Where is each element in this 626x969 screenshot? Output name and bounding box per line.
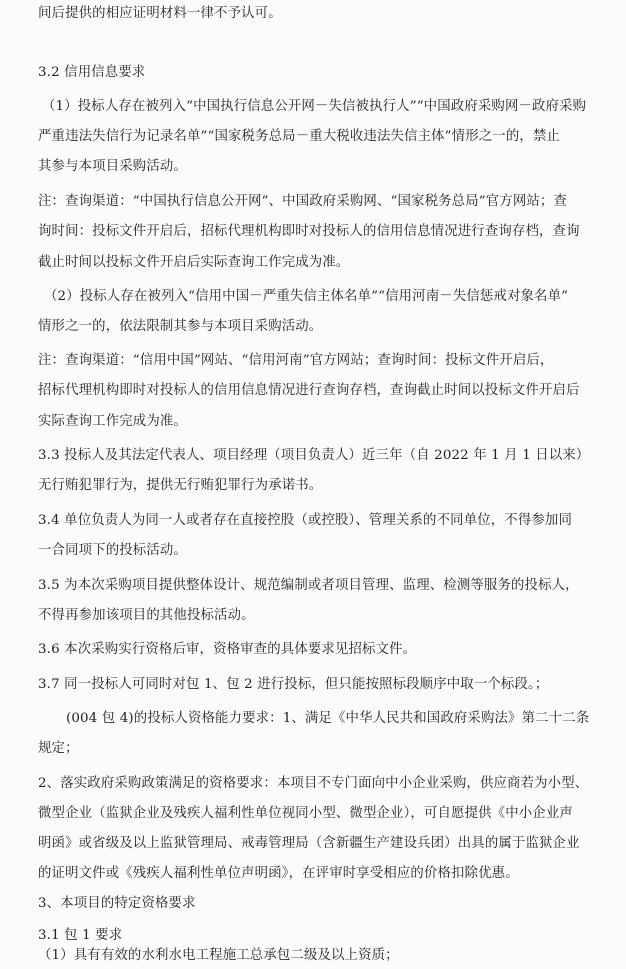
text-line: （1）具有有效的水利水电工程施工总承包二级及以上资质； (38, 948, 399, 963)
text-line: 的证明文件或《残疾人福利性单位声明函》，在评审时享受相应的价格扣除优惠。 (38, 866, 519, 881)
text-line: （1）投标人存在被列入“中国执行信息公开网－失信被执行人”“中国政府采购网－政府采购 (42, 99, 587, 114)
text-line: （2）投标人存在被列入“信用中国－严重失信主体名单”“信用河南－失信惩戒对象名单” (44, 289, 569, 304)
text-line: 注：查询渠道：“中国执行信息公开网”、中国政府采购网、“国家税务总局”官方网站；查 (38, 194, 567, 209)
text-line: 严重违法失信行为记录名单”“国家税务总局－重大税收违法失信主体”情形之一的，禁止 (38, 129, 560, 144)
text-line: 3.4 单位负责人为同一人或者存在直接控股（或控股）、管理关系的不同单位，不得参加同 (38, 513, 572, 528)
text-line: 情形之一的，依法限制其参与本项目采购活动。 (38, 319, 323, 334)
text-line: 间后提供的相应证明材料一律不予认可。 (38, 6, 282, 21)
text-line: 注：查询渠道：“信用中国”网站、“信用河南”官方网站；查询时间：投标文件开启后， (38, 353, 554, 368)
text-line: 一合同项下的投标活动。 (38, 543, 187, 558)
text-line: 询时间：投标文件开启后，招标代理机构即时对投标人的信用信息情况进行查询存档，查询 (38, 224, 580, 239)
text-line: 3.6 本次采购实行资格后审，资格审查的具体要求见招标文件。 (38, 642, 417, 657)
text-line: 招标代理机构即时对投标人的信用信息情况进行查询存档，查询截止时间以投标文件开启后 (38, 383, 580, 398)
text-line: (004 包 4)的投标人资格能力要求：1、满足《中华人民共和国政府采购法》第二十二条 (66, 711, 590, 726)
text-line: 规定； (38, 741, 79, 756)
text-line: 不得再参加该项目的其他投标活动。 (38, 608, 255, 623)
text-line: 其参与本项目采购活动。 (38, 159, 187, 174)
text-line: 3.1 包 1 要求 (38, 928, 123, 943)
text-line: 3.2 信用信息要求 (38, 65, 146, 80)
text-line: 无行贿犯罪行为，提供无行贿犯罪行为承诺书。 (38, 478, 323, 493)
text-line: 2、落实政府采购政策满足的资格要求：本项目不专门面向中小企业采购，供应商若为小型、 (38, 776, 589, 791)
text-line: 微型企业（监狱企业及残疾人福利性单位视同小型、微型企业），可自愿提供《中小企业声 (38, 806, 573, 821)
text-line: 截止时间以投标文件开启后实际查询工作完成为准。 (38, 255, 350, 270)
text-line: 3.5 为本次采购项目提供整体设计、规范编制或者项目管理、监理、检测等服务的投标人， (38, 578, 579, 593)
text-line: 实际查询工作完成为准。 (38, 414, 187, 429)
text-line: 明函》或省级及以上监狱管理局、戒毒管理局（含新疆生产建设兵团）出具的属于监狱企业 (38, 836, 580, 851)
text-line: 3、本项目的特定资格要求 (38, 896, 196, 911)
text-line: 3.3 投标人及其法定代表人、项目经理（项目负责人）近三年（自 2022 年 1 月 1 日以来） (38, 448, 590, 463)
text-line: 3.7 同一投标人可同时对包 1、包 2 进行投标，但只能按照标段顺序中取一个标段。； (38, 677, 549, 692)
